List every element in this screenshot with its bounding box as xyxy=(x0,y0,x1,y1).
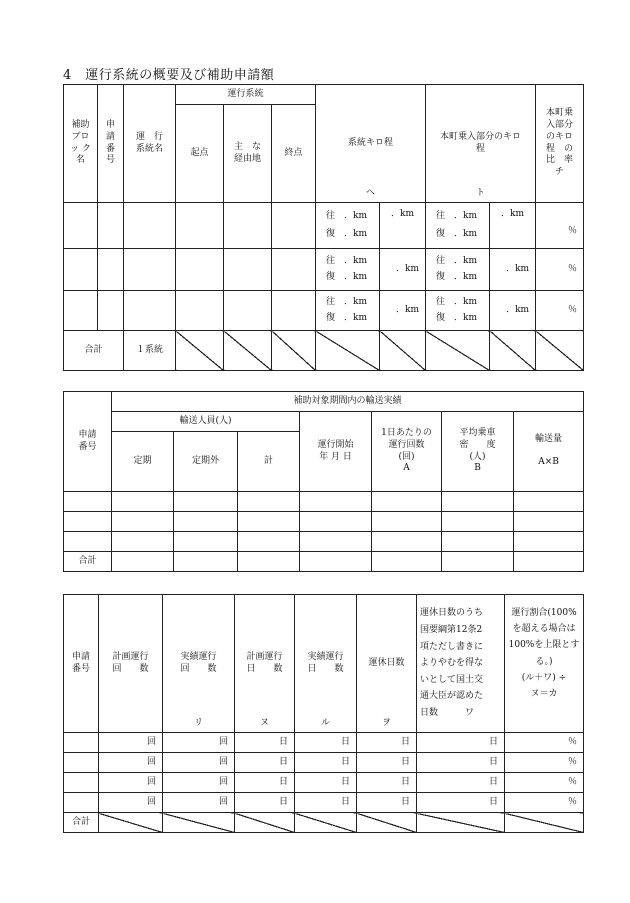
total-row xyxy=(64,552,584,572)
header-town-km-label: 本町乗入部分のキロ 程 xyxy=(440,131,522,154)
header-planned-runs: 計画運行 回 数 xyxy=(99,595,163,733)
header-planned-days-mark: ヌ xyxy=(259,718,269,729)
ratio-cell[interactable]: ％ xyxy=(536,249,584,291)
table-row xyxy=(64,492,584,512)
route-km-cell[interactable]: 往 ．km 復 ．km xyxy=(316,291,380,331)
header-town-km-ratio: 本町乗 入部分 のキロ 程 の 比 率 チ xyxy=(536,85,584,203)
town-km-total-cell[interactable]: ．km xyxy=(490,291,536,331)
table-row xyxy=(64,512,584,532)
table-row: 回 回 日 日 日 日 ％ xyxy=(64,773,584,793)
route-km-total-cell[interactable]: ．km xyxy=(380,291,426,331)
header-passengers: 輸送人員(人) xyxy=(112,412,300,432)
section-title: 4 運行系統の概要及び補助申請額 xyxy=(63,68,275,83)
header-application-no: 申請 番号 xyxy=(64,595,99,733)
header-block-name: 補助 ブロ ッ ク 名 xyxy=(64,85,98,203)
header-operation-start: 運行開始 年 月 日 xyxy=(300,412,372,492)
table-row xyxy=(64,532,584,552)
town-km-cell[interactable]: 往 ．km 復 ．km xyxy=(426,249,490,291)
header-route-km-label: 系統キロ程 xyxy=(348,137,394,148)
header-main-via: 主 な 経由地 xyxy=(224,105,272,203)
town-km-cell[interactable]: 往 ．km 復 ．km xyxy=(426,203,490,249)
table-row: 回 回 日 日 日 日 ％ xyxy=(64,733,584,753)
total-label: 合計 xyxy=(64,813,99,833)
header-performance: 補助対象期間内の輸送実績 xyxy=(112,392,584,412)
header-daily-runs: 1日あたりの 運行回数 (回) A xyxy=(372,412,442,492)
route-km-total-cell[interactable]: ．km xyxy=(380,203,426,249)
header-actual-runs: 実績運行 回 数 リ xyxy=(163,595,235,733)
header-route-km xyxy=(316,85,426,203)
total-route-count: １系統 xyxy=(124,331,176,371)
table-row xyxy=(64,291,584,331)
header-commuter: 定期 xyxy=(112,432,174,492)
header-application-no: 申 請 番 号 xyxy=(98,85,124,203)
ratio-cell[interactable]: ％ xyxy=(536,291,584,331)
total-label: 合計 xyxy=(64,331,124,371)
operation-rate-table xyxy=(63,594,584,833)
header-actual-runs-mark: リ xyxy=(193,718,203,729)
header-approved-suspended-days: 運休日数のうち 国要綱第12条2 項ただし書きに よりやむを得な いとして国土交 通大臣が認めた 日数 ワ xyxy=(417,595,505,733)
header-subtotal: 計 xyxy=(238,432,300,492)
header-planned-days: 計画運行 日 数 ヌ xyxy=(235,595,295,733)
table-row: 回 回 日 日 日 日 ％ xyxy=(64,793,584,813)
transport-performance-table xyxy=(63,391,584,572)
table-row xyxy=(64,249,584,291)
header-non-commuter: 定期外 xyxy=(174,432,238,492)
town-km-total-cell[interactable]: ．km xyxy=(490,249,536,291)
town-km-total-cell[interactable]: ．km xyxy=(490,203,536,249)
table-row: 回 回 日 日 日 日 ％ xyxy=(64,753,584,773)
route-km-cell[interactable]: 往 ．km 復 ．km xyxy=(316,249,380,291)
header-operation-rate: 運行割合(100% を超える場合は 100%を上限とす る。) (ル＋ワ) ÷ ヌ＝カ xyxy=(505,595,584,733)
header-route-km-mark: へ xyxy=(366,188,376,199)
header-actual-days-mark: ル xyxy=(320,718,330,729)
total-row xyxy=(64,813,584,833)
table-row xyxy=(64,203,584,249)
route-km-total-cell[interactable]: ．km xyxy=(380,249,426,291)
header-application-no: 申請 番号 xyxy=(64,392,112,492)
header-route-system: 運行系統 xyxy=(176,85,316,105)
header-actual-days: 実績運行 日 数 ル xyxy=(295,595,357,733)
header-town-km xyxy=(426,85,536,203)
total-row xyxy=(64,331,584,371)
header-transport-volume: 輸送量 A×B xyxy=(514,412,584,492)
header-town-km-mark: ト xyxy=(476,188,486,199)
header-end-point: 終点 xyxy=(272,105,316,203)
header-start-point: 起点 xyxy=(176,105,224,203)
total-label: 合計 xyxy=(64,552,112,572)
header-suspended-days: 運休日数 ヲ xyxy=(357,595,417,733)
route-km-cell[interactable]: 往 ．km 復 ．km xyxy=(316,203,380,249)
town-km-cell[interactable]: 往 ．km 復 ．km xyxy=(426,291,490,331)
header-route-name: 運 行 系統名 xyxy=(124,85,176,203)
header-suspended-days-mark: ヲ xyxy=(381,718,391,729)
ratio-cell[interactable]: ％ xyxy=(536,203,584,249)
route-overview-table xyxy=(63,84,584,371)
header-avg-density: 平均乗車 密 度 (人) B xyxy=(442,412,514,492)
